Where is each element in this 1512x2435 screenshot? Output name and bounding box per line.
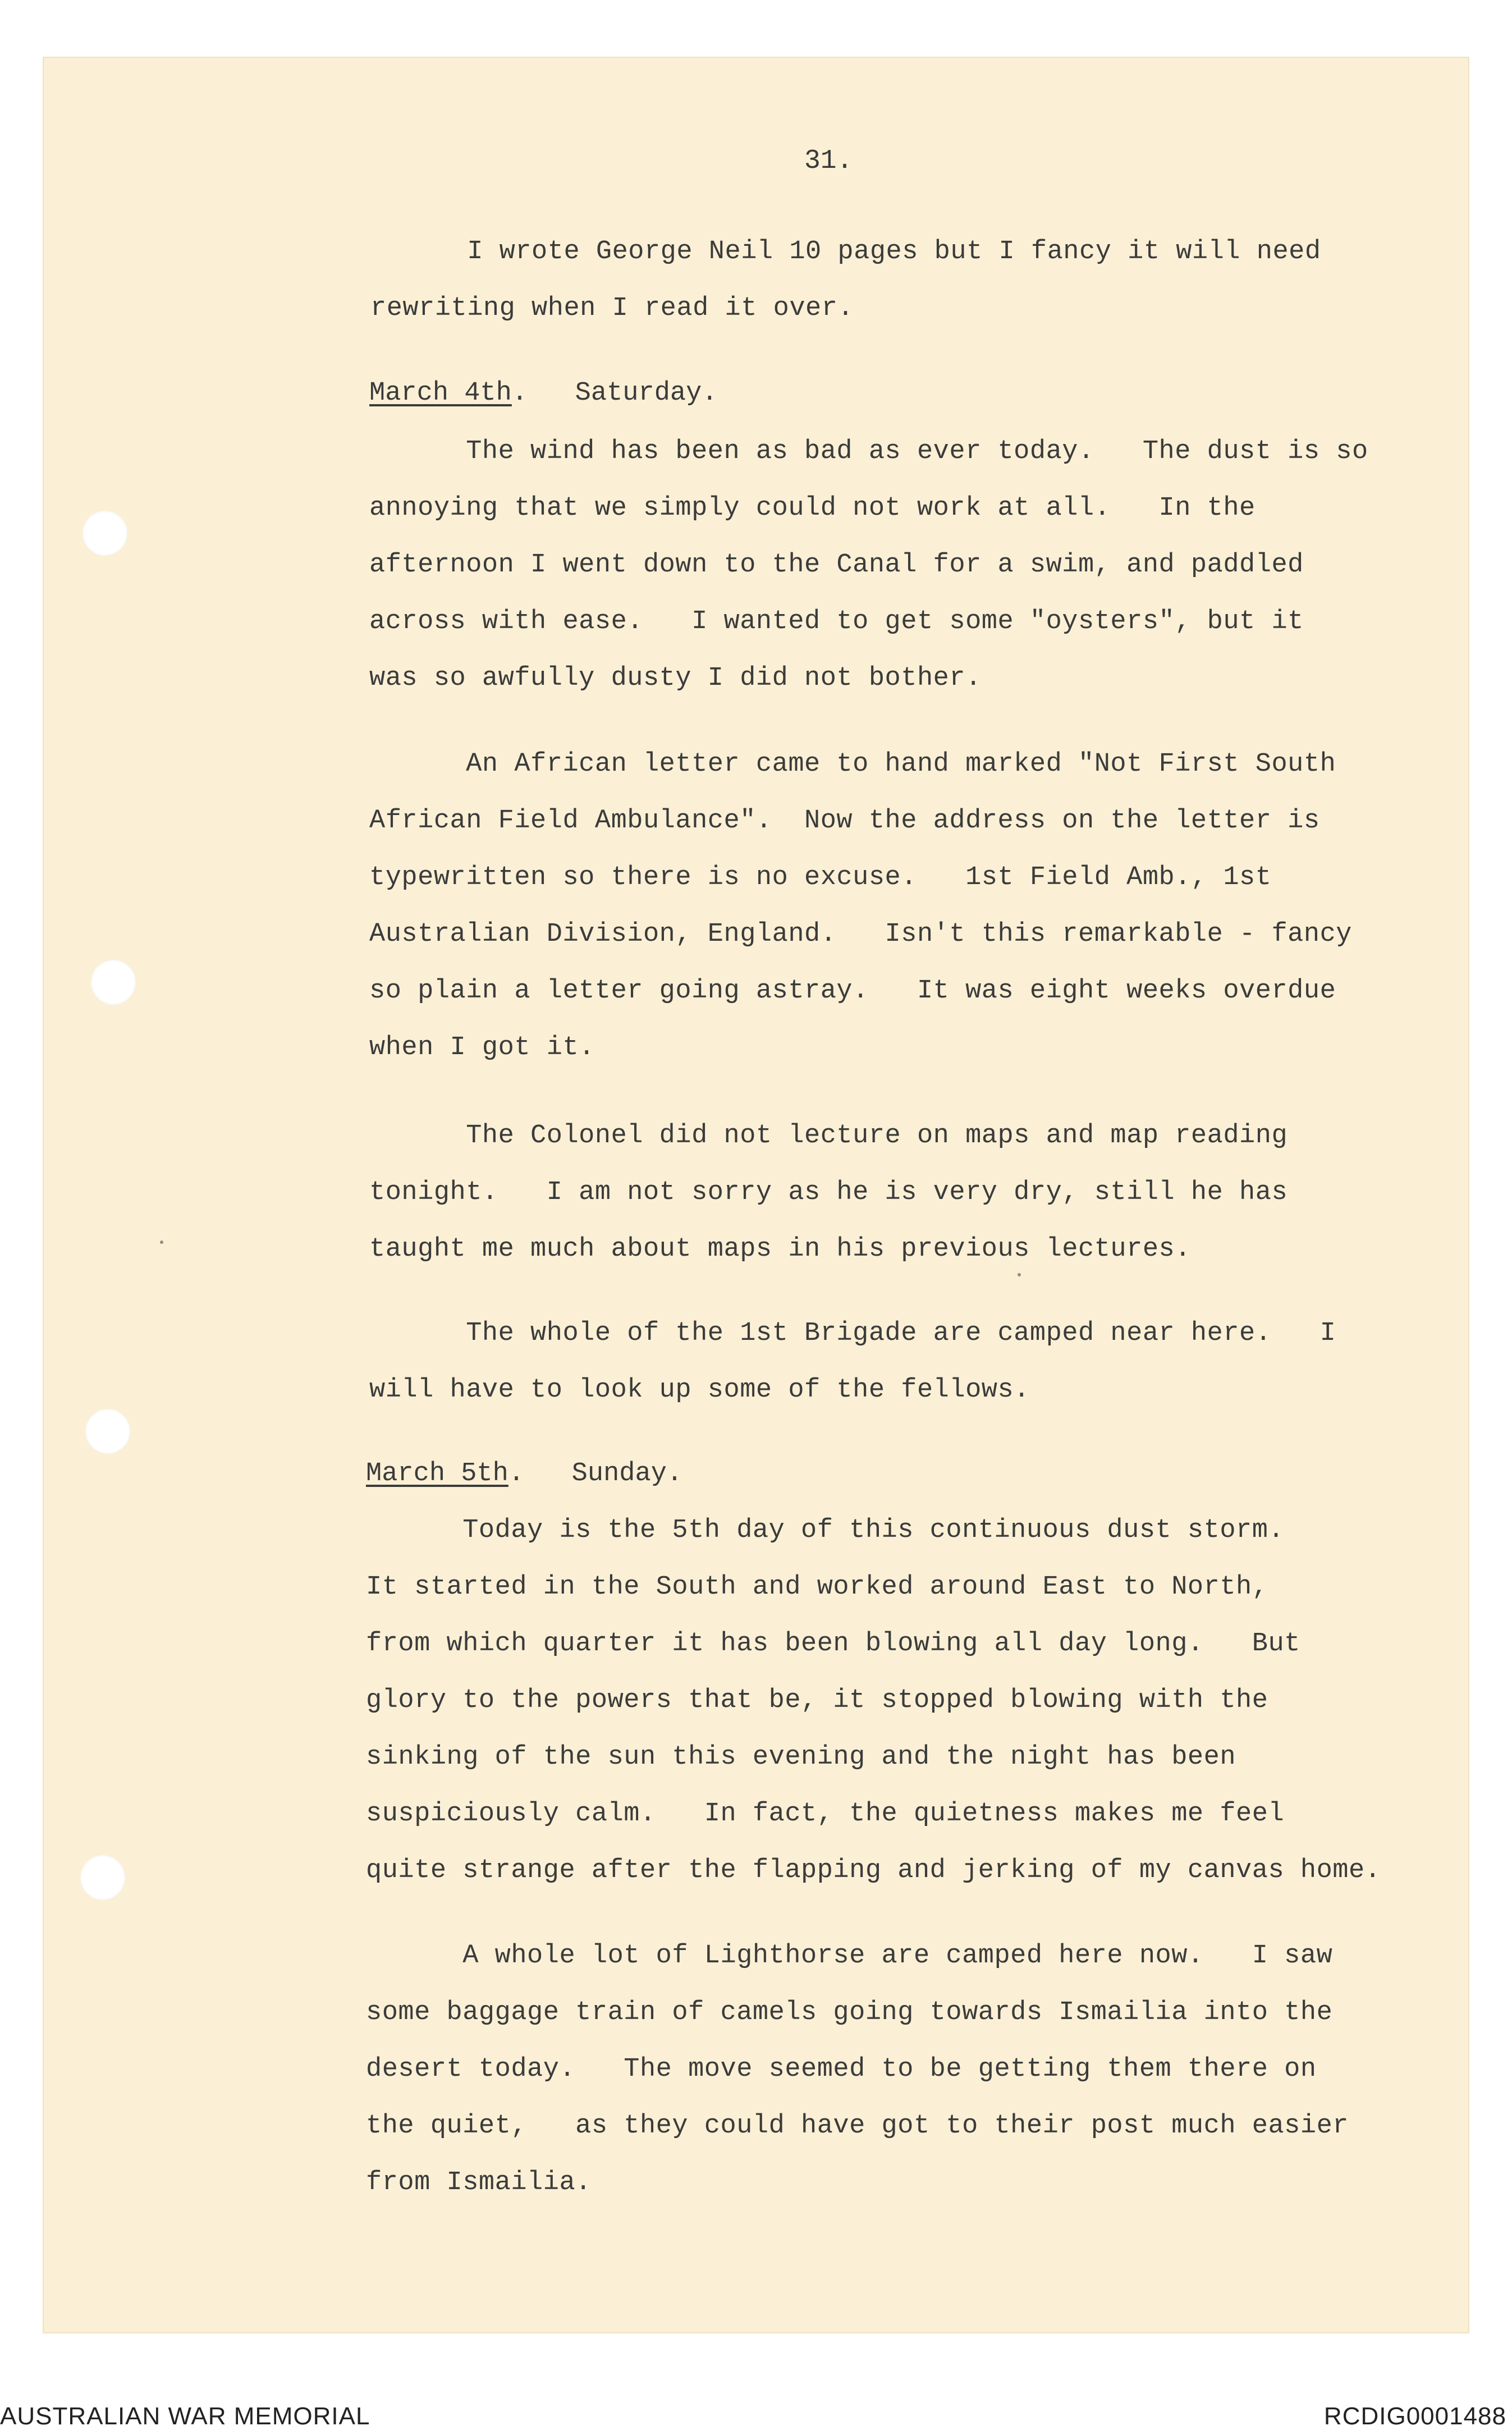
footer-record-id: RCDIG0001488: [1323, 2402, 1506, 2430]
footer-source-label: AUSTRALIAN WAR MEMORIAL: [0, 2402, 370, 2430]
entry-date: March 5th: [366, 1459, 508, 1489]
paragraph-colonel-lecture: The Colonel did not lecture on maps and map reading tonight. I am not sorry as he is very dry, still he has taught me much about maps in his previous lectures.: [369, 1121, 1288, 1264]
paragraph-wind-and-dust: The wind has been as bad as ever today. The dust is so annoying that we simply could not work at all. In the afternoon I went down to the Canal for a swim, and paddled across with ease. I wanted to get some "oysters", but it was so awfully dusty I did not bother.: [369, 437, 1368, 693]
paper-speck: [160, 1241, 163, 1244]
entry-day: Sunday.: [571, 1459, 683, 1489]
entry-day: Saturday.: [575, 378, 718, 408]
paragraph-dust-storm: Today is the 5th day of this continuous dust storm. It started in the South and worked around East to North, from which quarter it has been blowing all day long. But glory to the powers that be, it stopped blowing with the sinking of the sun this evening and the night has been suspiciously calm. In fact, the quietness makes me feel quite strange after the flapping and jerking of my canvas home.: [366, 1516, 1381, 1885]
entry-heading-march-4: [369, 365, 718, 422]
paragraph-african-letter: An African letter came to hand marked "Not First South African Field Ambulance". Now the address on the letter is typewritten so there is no excuse. 1st Field Amb., 1st Australian Division, England. Isn't this remarkable - fancy so plain a letter going astray. It was eight weeks overdue when I got it.: [369, 749, 1352, 1063]
punch-hole: [83, 511, 127, 556]
entry-date-dot: .: [508, 1459, 572, 1489]
punch-hole: [80, 1855, 125, 1900]
entry-date-dot: .: [511, 378, 575, 408]
punch-hole: [91, 960, 136, 1005]
entry-heading-march-5: [366, 1445, 682, 1502]
paragraph-lighthorse: A whole lot of Lighthorse are camped here now. I saw some baggage train of camels going towards Ismailia into the desert today. The move seemed to be getting them there on the quiet, as they could have got to their post much easier from Ismailia.: [366, 1941, 1349, 2198]
paragraph-letter-to-george: I wrote George Neil 10 pages but I fancy it will need rewriting when I read it over.: [370, 237, 1321, 323]
page-number: 31.: [804, 146, 853, 176]
punch-hole: [85, 1409, 130, 1454]
entry-date: March 4th: [369, 378, 512, 408]
paragraph-first-brigade: The whole of the 1st Brigade are camped near here. I will have to look up some of the fellows.: [369, 1319, 1336, 1405]
